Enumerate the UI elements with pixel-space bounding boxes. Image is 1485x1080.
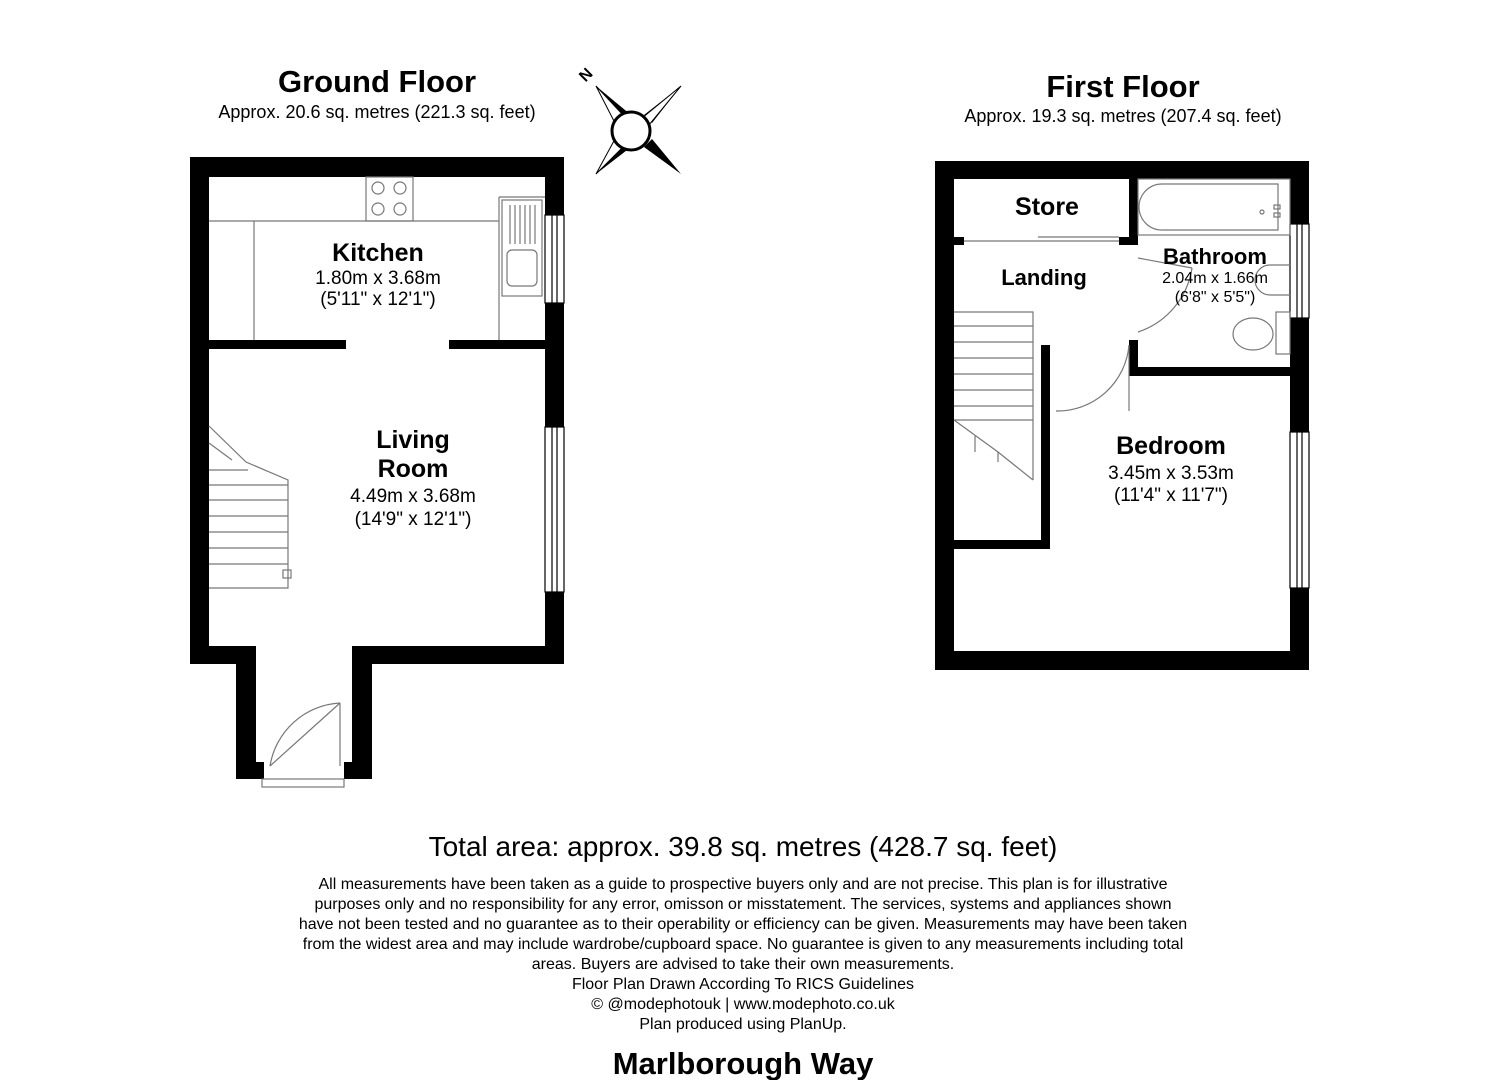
compass-rose-icon <box>576 65 681 174</box>
hob-icon <box>366 177 413 221</box>
bathroom-dimensions-imperial: (6'8" x 5'5") <box>1174 289 1256 306</box>
ground-floor-plan <box>190 64 564 787</box>
living-room-label: Living <box>376 426 450 454</box>
bedroom-dimensions: 3.45m x 3.53m <box>1108 463 1234 484</box>
disclaimer-line: areas. Buyers are advised to take their own measurements. <box>531 956 955 973</box>
bedroom-label: Bedroom <box>1116 432 1226 460</box>
living-room-dimensions-imperial: (14'9" x 12'1") <box>354 509 472 530</box>
living-room-label-line2: Room <box>377 455 449 483</box>
disclaimer-line: have not been tested and no guarantee as to their operability or efficiency can be given. Measurements may have been taken <box>298 916 1188 933</box>
first-floor-area: Approx. 19.3 sq. metres (207.4 sq. feet) <box>964 106 1282 126</box>
first-floor-title: First Floor <box>1046 69 1200 104</box>
kitchen-dimensions: 1.80m x 3.68m <box>315 268 441 289</box>
bedroom-dimensions-imperial: (11'4" x 11'7") <box>1113 485 1229 506</box>
kitchen-dimensions-imperial: (5'11" x 12'1") <box>320 289 436 310</box>
disclaimer-line: purposes only and no responsibility for any error, omisson or misstatement. The services, systems and appliances shown <box>314 896 1172 913</box>
first-floor-walls <box>935 161 1309 670</box>
footer <box>299 831 1187 1080</box>
rics-note: Floor Plan Drawn According To RICS Guidelines <box>571 976 915 993</box>
disclaimer-line: from the widest area and may include wardrobe/cupboard space. No guarantee is given to any measurements including total <box>302 936 1184 953</box>
ground-floor-title: Ground Floor <box>277 64 477 99</box>
compass-north-label: N <box>576 65 597 86</box>
bath-icon <box>1138 179 1290 235</box>
disclaimer-line: All measurements have been taken as a guide to prospective buyers only and are not precise. This plan is for illustrative <box>318 876 1168 893</box>
sink-icon <box>502 200 542 296</box>
copyright-line: © @modephotouk | www.modephoto.co.uk <box>591 996 895 1013</box>
total-area: Total area: approx. 39.8 sq. metres (428.7 sq. feet) <box>428 831 1058 862</box>
landing-label: Landing <box>1001 265 1087 290</box>
ground-floor-staircase <box>209 426 291 588</box>
store-label: Store <box>1015 193 1079 221</box>
toilet-icon <box>1276 312 1290 354</box>
planup-credit: Plan produced using PlanUp. <box>639 1016 847 1033</box>
bathroom-dimensions: 2.04m x 1.66m <box>1162 270 1268 287</box>
living-room-dimensions: 4.49m x 3.68m <box>350 486 476 507</box>
first-floor-plan <box>935 69 1309 670</box>
ground-floor-area: Approx. 20.6 sq. metres (221.3 sq. feet) <box>218 102 536 122</box>
kitchen-label: Kitchen <box>332 239 424 267</box>
property-address: Marlborough Way <box>612 1046 874 1080</box>
bathroom-label: Bathroom <box>1163 244 1267 269</box>
front-door[interactable] <box>262 703 344 787</box>
